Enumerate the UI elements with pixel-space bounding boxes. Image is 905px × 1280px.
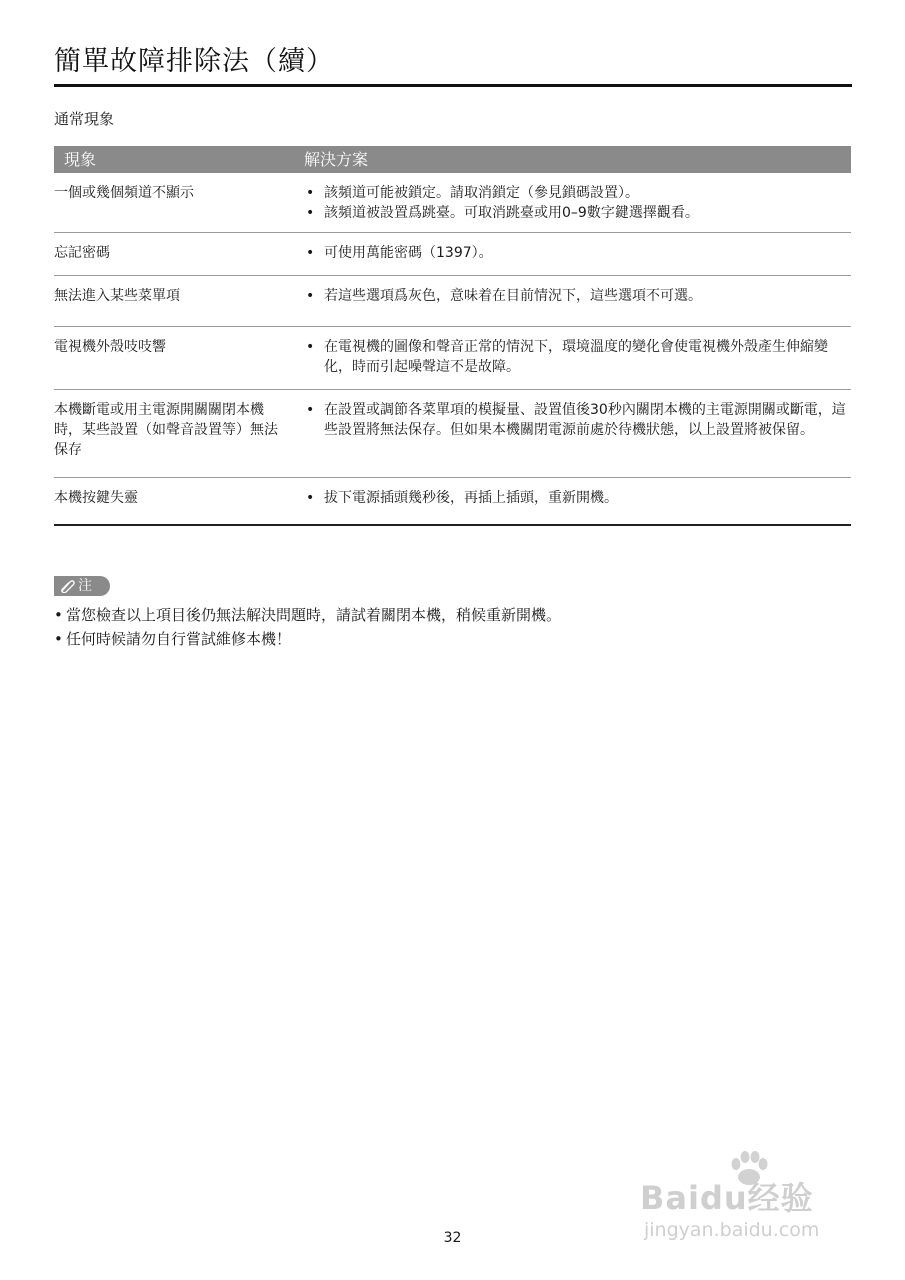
bullet-icon: • <box>306 288 315 304</box>
solution-item: • 該頻道可能被鎖定。請取消鎖定（參見鎖碼設置）。 <box>306 185 639 201</box>
solution-cell <box>304 327 851 389</box>
bullet-icon: • <box>306 490 315 506</box>
solution-cell <box>304 276 851 326</box>
solution-cell <box>304 173 851 232</box>
table-header <box>54 146 851 173</box>
table-row <box>54 478 851 526</box>
paperclip-icon <box>59 579 75 593</box>
solution-item: • 在設置或調節各菜單項的模擬量、設置值後30秒內關閉本機的主電源開關或斷電，這些設置將無法保存。但如果本機關閉電源前處於待機狀態，以上設置將被保留。 <box>306 402 846 438</box>
bullet-icon: • <box>306 185 315 201</box>
solution-cell <box>304 390 851 477</box>
symptom-cell: 本機按鍵失靈 <box>54 490 138 506</box>
baidu-watermark <box>640 1150 855 1245</box>
symptom-cell: 電視機外殼吱吱響 <box>54 339 166 355</box>
table-row <box>54 390 851 478</box>
table-row <box>54 173 851 233</box>
bullet-icon: • <box>54 630 63 648</box>
watermark-url: jingyan.baidu.com <box>644 1219 820 1241</box>
troubleshooting-table <box>54 146 851 526</box>
bullet-icon: • <box>306 339 315 355</box>
watermark-brand: Baidu经验 <box>640 1179 814 1217</box>
solution-cell <box>304 233 851 275</box>
symptom-cell: 本機斷電或用主電源開關關閉本機時，某些設置（如聲音設置等）無法保存 <box>54 402 278 458</box>
header-symptom: 現象 <box>64 150 97 169</box>
solution-item: • 拔下電源插頭幾秒後，再插上插頭，重新開機。 <box>306 490 618 506</box>
title-rule <box>54 84 852 87</box>
bullet-icon: • <box>306 245 315 261</box>
note-item: • 任何時候請勿自行嘗試維修本機！ <box>54 627 561 651</box>
bullet-icon: • <box>54 606 63 624</box>
bullet-icon: • <box>306 205 315 221</box>
solution-item: • 若這些選項爲灰色，意味着在目前情況下，這些選項不可選。 <box>306 288 702 304</box>
solution-cell <box>304 478 851 524</box>
symptom-cell: 一個或幾個頻道不顯示 <box>54 185 194 201</box>
page-title: 簡單故障排除法（續） <box>54 46 334 77</box>
page-number: 32 <box>443 1230 462 1246</box>
header-solution: 解決方案 <box>304 150 369 169</box>
note-list <box>54 603 561 651</box>
note-item: • 當您檢查以上項目後仍無法解決問題時，請試着關閉本機，稍候重新開機。 <box>54 603 561 627</box>
table-row <box>54 276 851 327</box>
solution-item: • 該頻道被設置爲跳臺。可取消跳臺或用0–9數字鍵選擇觀看。 <box>306 205 699 221</box>
table-row <box>54 327 851 390</box>
note-label: 注 <box>78 578 92 594</box>
bullet-icon: • <box>306 402 315 418</box>
symptom-cell: 忘記密碼 <box>54 245 110 261</box>
solution-item: • 在電視機的圖像和聲音正常的情況下，環境溫度的變化會使電視機外殼產生伸縮變化，時而引起噪聲這不是故障。 <box>306 339 828 375</box>
note-badge <box>54 576 110 596</box>
section-heading: 通常現象 <box>54 110 115 128</box>
solution-item: • 可使用萬能密碼（1397）。 <box>306 245 493 261</box>
table-row <box>54 233 851 276</box>
symptom-cell: 無法進入某些菜單項 <box>54 288 180 304</box>
